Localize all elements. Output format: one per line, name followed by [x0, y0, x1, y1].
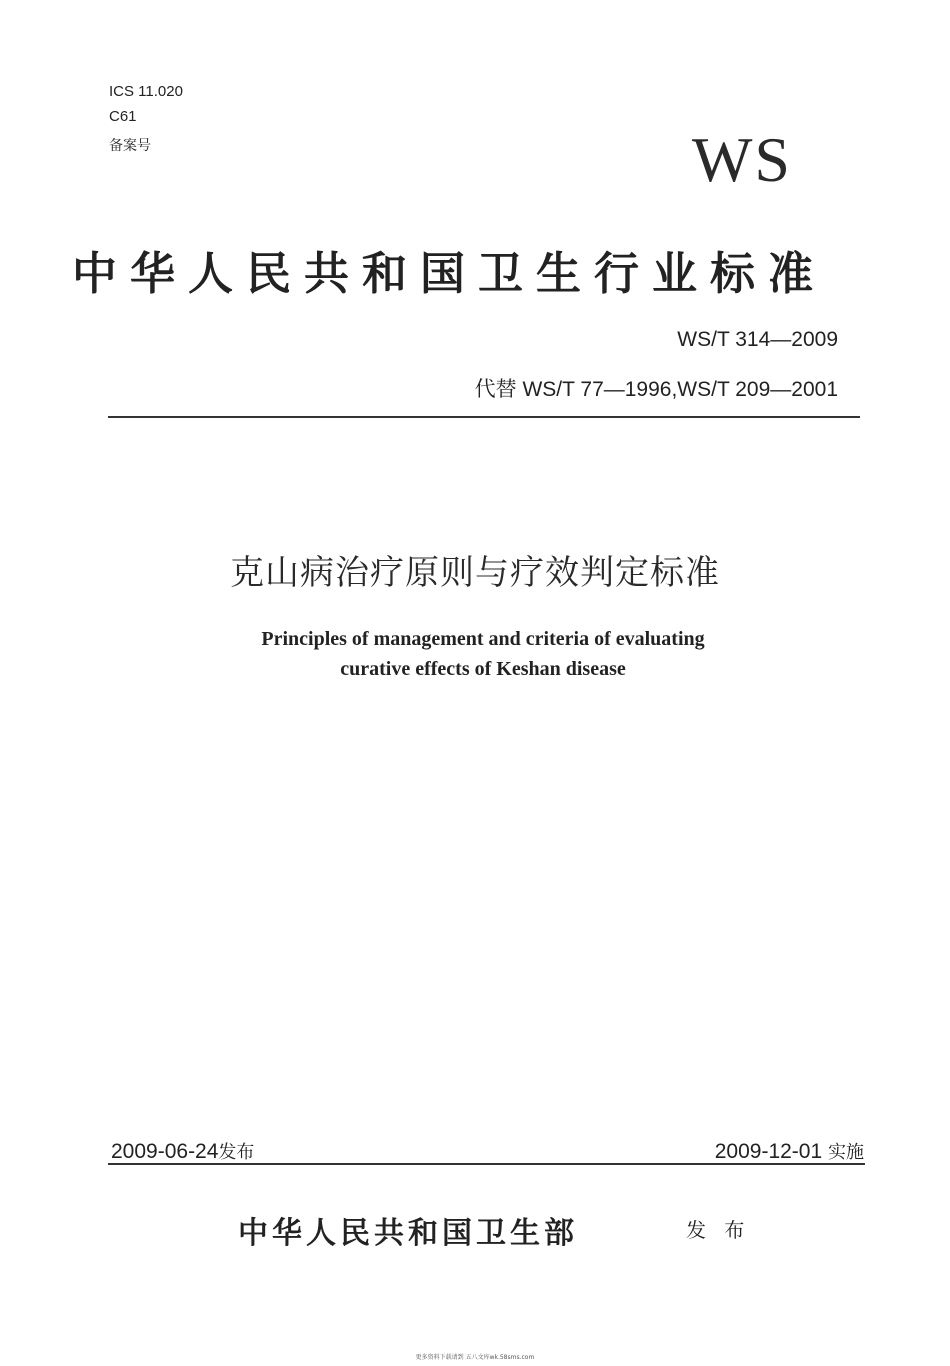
bottom-divider [108, 1163, 865, 1165]
ics-code: ICS 11.020 [109, 83, 183, 100]
document-title-en-line2: curative effects of Keshan disease [340, 658, 626, 680]
implement-date: 2009-12-01 [714, 1140, 823, 1163]
ccs-code: C61 [109, 108, 137, 125]
publisher-name: 中华人民共和国卫生部 [238, 1216, 578, 1251]
footer-download-note: 更多资料下载请到 五八文库wk.58sms.com [415, 1354, 535, 1361]
top-divider [108, 416, 860, 418]
ws-logo: WS [692, 124, 792, 195]
issue-label: 发布 [218, 1142, 255, 1163]
document-title-en-line1: Principles of management and criteria of evaluating [261, 628, 705, 650]
implement-date-block [715, 1138, 864, 1164]
document-title-cn: 克山病治疗原则与疗效判定标准 [230, 553, 720, 593]
standard-number: WS/T 314—2009 [677, 328, 838, 351]
replaces-standards: 代替 WS/T 77—1996,WS/T 209—2001 [474, 378, 838, 401]
standard-title: 中华人民共和国卫生行业标准 [72, 247, 827, 300]
implement-label: 实施 [828, 1142, 864, 1163]
issue-date: 2009-06-24 [111, 1140, 219, 1163]
record-number-label: 备案号 [109, 138, 151, 154]
publish-label: 发 布 [686, 1218, 751, 1242]
issue-date-block [111, 1138, 254, 1164]
